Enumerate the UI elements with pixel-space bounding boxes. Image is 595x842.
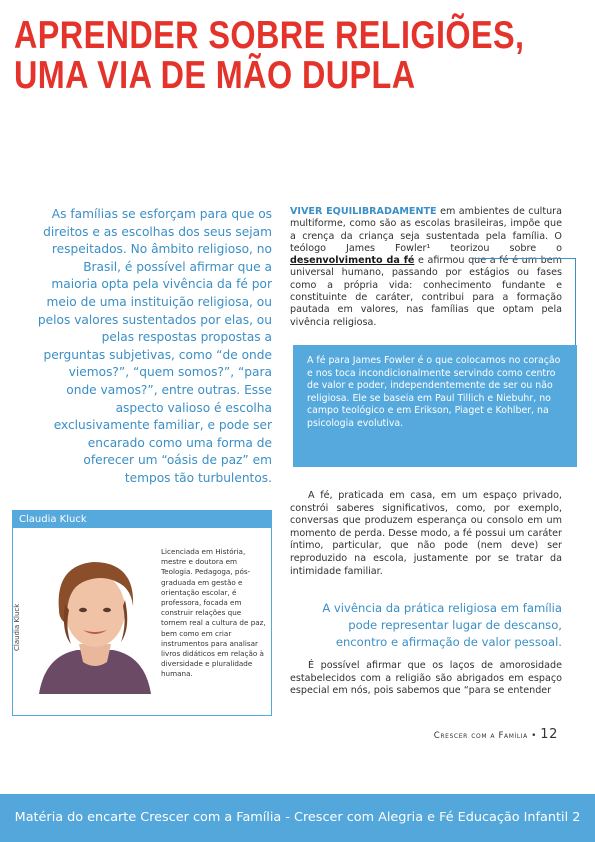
pull-quote: A vivência da prática religiosa em família pode representar lugar de descanso, encontro e afirmação de valor pessoal.: [322, 601, 562, 649]
title-line-1: APRENDER SOBRE RELIGIÕES,: [14, 14, 525, 57]
callout-text: A fé para James Fowler é o que colocamos no coração e nos toca incondicionalmente servindo como centro de valor e poder, independentemente de ser ou não religiosa. Ele se baseia em Paul Tillich e Niebuhr, no campo teológico e em Erikson, Piaget e Kohlber, na psicologia evolutiva.: [307, 355, 561, 429]
footer-bullet: •: [531, 731, 537, 741]
body-paragraph-3: É possível afirmar que os laços de amorosidade estabelecidos com a religião são abrigados em espaço especial em nós, pois sabemos que “para se entender: [290, 660, 562, 697]
caption-text: Matéria do encarte Crescer com a Família - Crescer com Alegria e Fé Educação Infantil 2: [14, 810, 581, 825]
photo-credit: Claudia Kluck: [13, 603, 21, 651]
page-number: 12: [540, 727, 558, 742]
footer-label: Crescer com a Família: [433, 731, 528, 741]
author-box: [12, 510, 272, 716]
author-photo: [31, 544, 159, 694]
callout-box: [293, 345, 577, 467]
title-line-2: UMA VIA DE MÃO DUPLA: [14, 54, 416, 97]
lead-keyword: VIVER EQUILIBRADAMENTE: [290, 206, 437, 217]
author-name: Claudia Kluck: [13, 511, 271, 528]
intro-paragraph: As famílias se esforçam para que os direitos e as escolhas dos seus sejam respeitados. No âmbito religioso, no Brasil, é possível afirmar que a maioria opta pela vivência da fé por meio de uma instituição religiosa, ou pelos valores sustentados por elas, ou pelas respostas propostas a perguntas subjetivas, como “de onde viemos?”, “quem somos?”, “para onde vamos?”, entre outras. Esse aspecto valioso é escolha exclusivamente familiar, e pode ser encarado como uma forma de oferecer um “oásis de paz” em tempos tão turbulentos.: [37, 207, 272, 485]
body-text-a: em ambientes de cultura multiforme, como são as escolas brasileiras, impõe que a crença da criança seja sustentada pela família. O teólogo James Fowler¹ teorizou sobre o: [290, 206, 562, 254]
page-footer: [398, 727, 558, 742]
highlight-term: desenvolvimento da fé: [290, 255, 415, 267]
body-text-b: e afirmou que a fé é um bem universal humano, passando por estágios ou fases como a própria vida: conhecimento fundante e constituinte de caráter, contribui para a formação pautada em valores, nas famílias que optam pela vivência religiosa.: [290, 255, 562, 328]
page-title: [14, 14, 525, 97]
body-paragraph-2: A fé, praticada em casa, em um espaço privado, constrói saberes significativos, como, por exemplo, conversas que produzem esperança ou consolo em um momento de perda. Desse modo, a fé possui um caráter íntimo, particular, que não pode (nem deve) ser reproduzido na escola, justamente por se tratar da intimidade familiar.: [290, 490, 562, 577]
author-bio: Licenciada em História, mestre e doutora em Teologia. Pedagoga, pós-graduada em gestão e orientação escolar, é professora, focada em construir relações que tornem real a cultura de paz, bem como em criar instrumentos para analisar livros didáticos em relação à diversidade e pluralidade humana.: [161, 547, 266, 679]
caption-bar: [0, 794, 595, 842]
